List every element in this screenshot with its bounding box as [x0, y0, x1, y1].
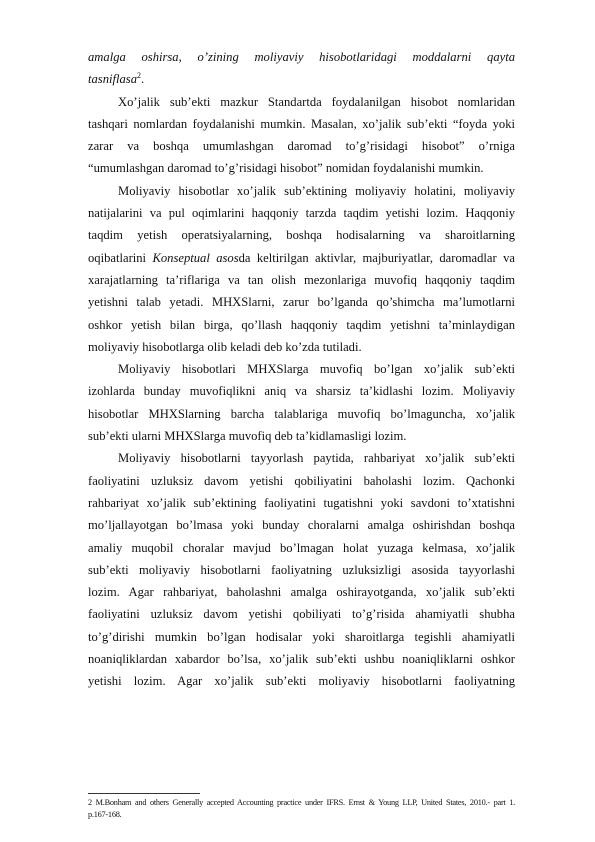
emphasis-text: Konseptual asos [152, 250, 239, 265]
text-line: yetishi lozim. Agar xo’jalik sub’ekti moliyaviy hisobotlarni faoliyatning [88, 674, 515, 689]
text-line: izohlarda bunday muvofiqlikni aniq va sharsiz ta’kidlashi lozim. Moliyaviy [88, 384, 515, 399]
text-fragment: oqibatlarini [88, 250, 153, 265]
text-line: yetishni talab yetadi. MHXSlarni, zarur bo’lganda qo’shimcha ma’lumotlarni [88, 295, 515, 310]
text-line: taqdim yetish operatsiyalarning, boshqa hodisalarning va sharoitlarning [88, 228, 515, 243]
paragraph-start-line: Moliyaviy hisobotlarni tayyorlash paytida, rahbariyat xo’jalik sub’ekti [118, 451, 515, 466]
text-line: to’g’dirishi mumkin bo’lgan hodisalar yoki sharoitlarga tegishli ahamiyatli [88, 629, 515, 644]
paragraph-start-line: Moliyaviy hisobotlar xo’jalik sub’ektining moliyaviy holatini, moliyaviy [118, 183, 515, 198]
text-line: faoliyatini uzluksiz davom yetishi qobiliyati to’g’risida ahamiyatli shubha [88, 607, 515, 622]
footnote-marker[interactable]: 2 [137, 71, 141, 81]
footnote-line: p.167-168. [88, 810, 122, 819]
text-line: sub’ekti ularni MHXSlarga muvofiq deb ta’kidlamasligi lozim. [88, 429, 407, 444]
text-line [88, 68, 515, 90]
text-line: lozim. Agar rahbariyat, baholashni amalga oshirayotganda, xo’jalik sub’ekti [88, 585, 515, 600]
text-line: natijalarini va pul oqimlarini haqqoniy tarzda taqdim yetishi lozim. Haqqoniy [88, 206, 515, 221]
text-line: “umumlashgan daromad to’g’risidagi hisobot” nomidan foydalanishi mumkin. [88, 161, 484, 176]
footnote-line: 2 M.Bonham and others Generally accepted Accounting practice under IFRS. Ernst & Young LLP, United States, 2010.- part 1. [88, 798, 515, 807]
paragraph-start-line: Xo’jalik sub’ekti mazkur Standartda foydalanilgan hisobot nomlaridan [118, 94, 515, 109]
text-fragment: . [141, 72, 145, 87]
footnote-divider [88, 793, 200, 794]
text-line: xarajatlarning ta’riflariga va tan olish mezonlariga muvofiq haqqoniy taqdim [88, 272, 515, 287]
text-line: moliyaviy hisobotlarga olib keladi deb ko’zda tutiladi. [88, 339, 362, 354]
text-line: mo’ljallayotgan bo’lmasa yoki bunday choralarni amalga oshirishdan boshqa [88, 518, 515, 533]
text-line: hisobotlar MHXSlarning barcha talablariga muvofiq bo’lmaguncha, xo’jalik [88, 406, 515, 421]
document-body [88, 46, 515, 693]
text-line: oshkor yetish bilan birga, qo’llash haqqoniy taqdim yetishni ta’minlaydigan [88, 317, 515, 332]
text-line: tashqari nomlardan foydalanishi mumkin. Masalan, xo’jalik sub’ekti “foyda yoki [88, 116, 515, 131]
text-fragment: da keltirilgan aktivlar, majburiyatlar, daromadlar va [238, 250, 515, 265]
text-line [88, 247, 515, 269]
text-line: sub’ekti moliyaviy hisobotlarni faoliyatning uzluksizligi asosida tayyorlashi [88, 562, 515, 577]
text-fragment: tasniflasa [88, 72, 137, 87]
text-line: zarar va boshqa umumlashgan daromad to’g’risidagi hisobot” o’rniga [88, 139, 515, 154]
text-line: rahbariyat xo’jalik sub’ektining faoliyatini tugatishni yoki savdoni to’xtatishni [88, 495, 515, 510]
text-line: amaliy muqobil choralar mavjud bo’lmagan holat yuzaga kelmasa, xo’jalik [88, 540, 515, 555]
text-line: faoliyatini uzluksiz davom yetishi qobiliyatini baholashi lozim. Qachonki [88, 473, 515, 488]
text-line: noaniqliklardan xabardor bo’lsa, xo’jalik sub’ekti ushbu noaniqliklarni oshkor [88, 652, 515, 667]
text-line: amalga oshirsa, o’zining moliyaviy hisobotlaridagi moddalarni qayta [88, 50, 515, 64]
footnote [88, 797, 515, 821]
paragraph-start-line: Moliyaviy hisobotlari MHXSlarga muvofiq bo’lgan xo’jalik sub’ekti [118, 362, 515, 377]
